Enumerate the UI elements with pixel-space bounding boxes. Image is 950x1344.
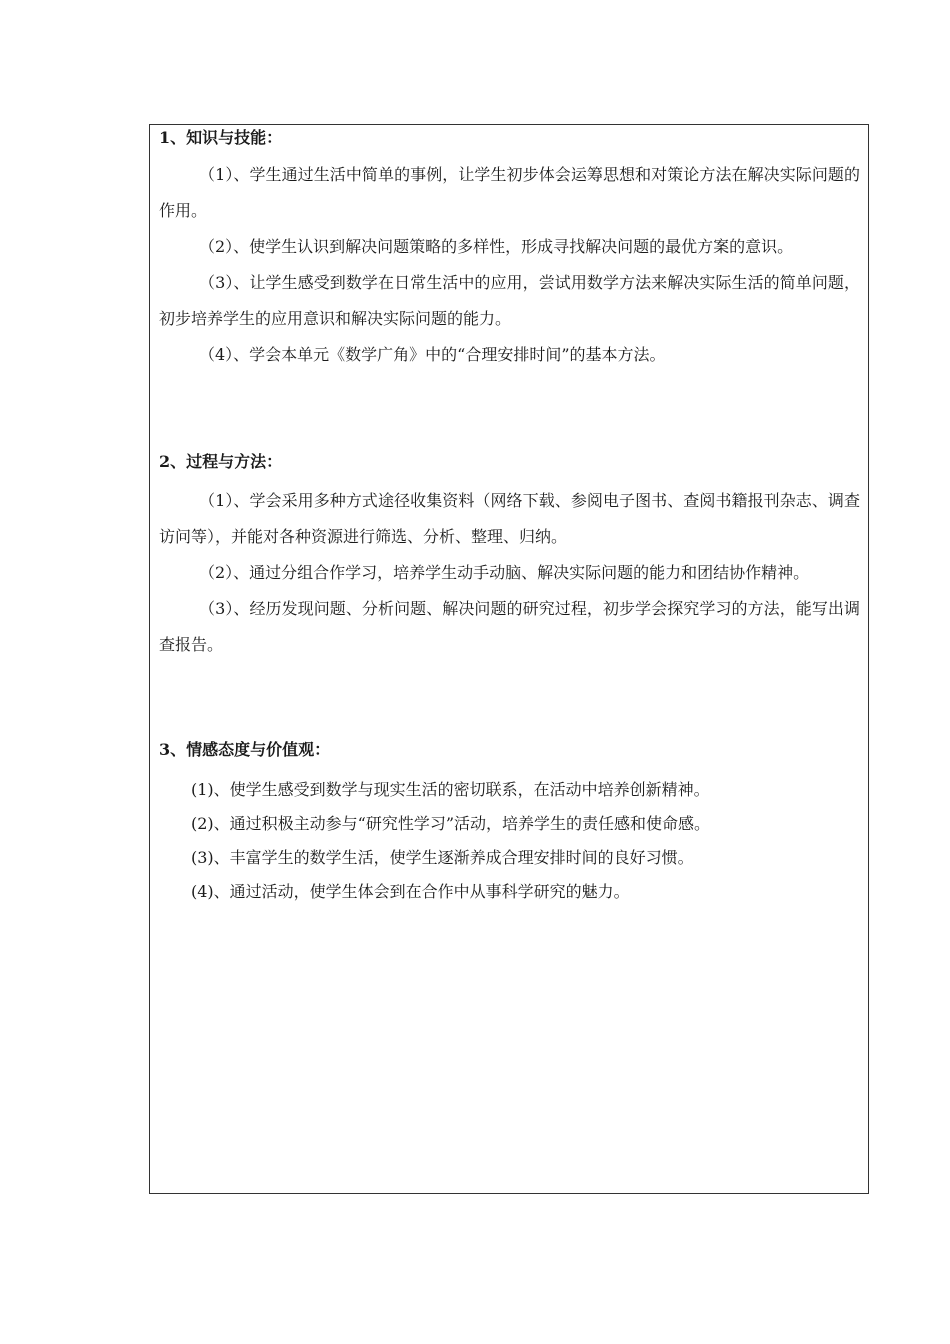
objective-paragraph: （2）、通过分组合作学习，培养学生动手动脑、解决实际问题的能力和团结协作精神。 — [199, 563, 810, 582]
section-body — [159, 483, 860, 663]
objective-paragraph: （2）、使学生认识到解决问题策略的多样性，形成寻找解决问题的最优方案的意识。 — [199, 237, 794, 256]
section-heading: 3、情感态度与价值观： — [159, 740, 331, 759]
objective-paragraph: （1）、学生通过生活中简单的事例，让学生初步体会运筹思想和对策论方法在解决实际问题的作用。 — [159, 165, 860, 220]
objective-item: (2)、通过积极主动参与“研究性学习”活动，培养学生的责任感和使命感。 — [191, 814, 711, 833]
section-process-methods — [159, 451, 860, 663]
section-body — [159, 773, 860, 909]
objective-paragraph: （1）、学会采用多种方式途径收集资料（网络下载、参阅电子图书、查阅书籍报刊杂志、调查访问等），并能对各种资源进行筛选、分析、整理、归纳。 — [159, 491, 860, 546]
objective-paragraph: （4）、学会本单元《数学广角》中的“合理安排时间”的基本方法。 — [199, 345, 666, 364]
objective-item: (1)、使学生感受到数学与现实生活的密切联系，在活动中培养创新精神。 — [191, 780, 710, 799]
objective-paragraph: （3）、经历发现问题、分析问题、解决问题的研究过程，初步学会探究学习的方法，能写出调查报告。 — [159, 599, 860, 654]
objective-paragraph: （3）、让学生感受到数学在日常生活中的应用，尝试用数学方法来解决实际生活的简单问题，初步培养学生的应用意识和解决实际问题的能力。 — [159, 273, 860, 328]
section-heading: 1、知识与技能： — [159, 128, 283, 147]
section-emotion-values — [159, 739, 860, 909]
objective-item: (4)、通过活动，使学生体会到在合作中从事科学研究的魅力。 — [191, 882, 630, 901]
section-body — [159, 157, 860, 373]
section-heading: 2、过程与方法： — [159, 452, 283, 471]
section-knowledge-skills — [159, 127, 860, 373]
objectives-table-cell — [149, 124, 869, 1194]
objective-item: (3)、丰富学生的数学生活，使学生逐渐养成合理安排时间的良好习惯。 — [191, 848, 694, 867]
